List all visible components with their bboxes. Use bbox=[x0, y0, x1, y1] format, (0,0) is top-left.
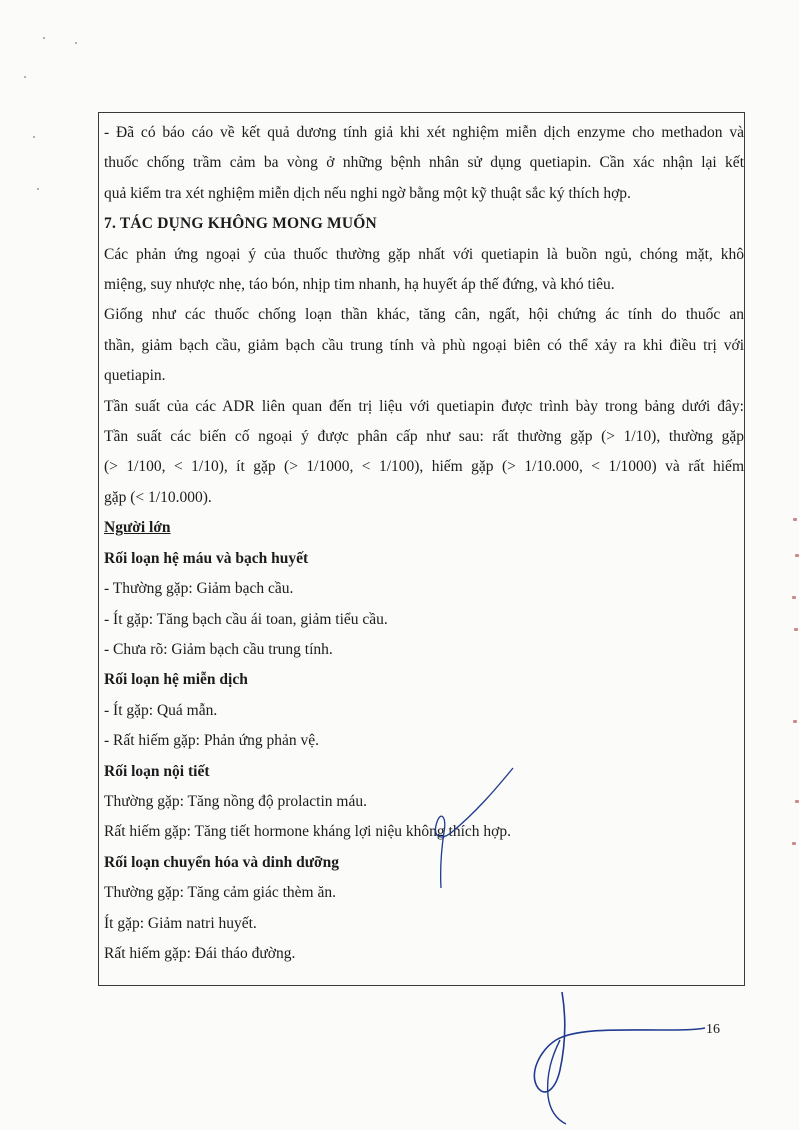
text-line: - Rất hiếm gặp: Phản ứng phản vệ. bbox=[104, 732, 320, 750]
section-heading: Rối loạn chuyển hóa và dinh dưỡng bbox=[104, 853, 339, 871]
document-body bbox=[104, 118, 744, 969]
section-heading: Rối loạn hệ miễn dịch bbox=[104, 671, 248, 689]
scan-edge-mark bbox=[795, 554, 799, 557]
scan-speck bbox=[37, 188, 39, 190]
text-line: gặp (< 1/10.000). bbox=[104, 488, 212, 506]
text-line: - Ít gặp: Tăng bạch cầu ái toan, giảm tiểu cầu. bbox=[104, 610, 388, 628]
scan-speck bbox=[43, 37, 45, 39]
text-line: (> 1/100, < 1/10), ít gặp (> 1/1000, < 1/100), hiếm gặp (> 1/10.000, < 1/1000) và rất hiếm bbox=[104, 458, 744, 476]
scan-edge-mark bbox=[792, 596, 796, 599]
text-line: thuốc chống trầm cảm ba vòng ở những bệnh nhân sử dụng quetiapin. Cần xác nhận lại kết bbox=[104, 154, 744, 172]
text-line: miệng, suy nhược nhẹ, táo bón, nhịp tim nhanh, hạ huyết áp thế đứng, và khó tiêu. bbox=[104, 276, 615, 294]
section-heading: Người lớn bbox=[104, 519, 171, 537]
section-heading: 7. TÁC DỤNG KHÔNG MONG MUỐN bbox=[104, 215, 377, 233]
page-number: 16 bbox=[706, 1022, 720, 1037]
text-line: - Đã có báo cáo về kết quả dương tính giả khi xét nghiệm miễn dịch enzyme cho methadon và bbox=[104, 124, 744, 141]
text-line: Tần suất các biến cố ngoại ý được phân cấp như sau: rất thường gặp (> 1/10), thường gặp bbox=[104, 428, 744, 446]
text-line: thần, giảm bạch cầu, giảm bạch cầu trung tính và phù ngoại biên có thể xảy ra khi điều trị với bbox=[104, 336, 744, 354]
scan-speck bbox=[33, 136, 35, 138]
text-line: - Thường gặp: Giảm bạch cầu. bbox=[104, 580, 294, 598]
text-line: Ít gặp: Giảm natri huyết. bbox=[104, 914, 257, 932]
text-line: Thường gặp: Tăng cảm giác thèm ăn. bbox=[104, 884, 336, 902]
text-line: Tần suất của các ADR liên quan đến trị liệu với quetiapin được trình bày trong bảng dưới đây: bbox=[104, 397, 744, 415]
scan-edge-mark bbox=[793, 720, 797, 723]
text-line: quetiapin. bbox=[104, 367, 166, 385]
text-line: Các phản ứng ngoại ý của thuốc thường gặp nhất với quetiapin là buồn ngủ, chóng mặt, khô bbox=[104, 245, 744, 263]
text-line: - Ít gặp: Quá mẫn. bbox=[104, 701, 218, 719]
section-heading: Rối loạn hệ máu và bạch huyết bbox=[104, 549, 309, 567]
scan-edge-mark bbox=[792, 842, 796, 845]
text-line: Thường gặp: Tăng nồng độ prolactin máu. bbox=[104, 792, 367, 810]
scan-edge-mark bbox=[794, 628, 798, 631]
text-line: Rất hiếm gặp: Đái tháo đường. bbox=[104, 944, 296, 962]
scan-edge-mark bbox=[795, 800, 799, 803]
scan-edge-mark bbox=[793, 518, 797, 521]
text-line: Giống như các thuốc chống loạn thần khác, tăng cân, ngất, hội chứng ác tính do thuốc an bbox=[104, 306, 744, 324]
text-line: - Chưa rõ: Giảm bạch cầu trung tính. bbox=[104, 640, 333, 658]
section-heading: Rối loạn nội tiết bbox=[104, 762, 210, 780]
text-line: quả kiểm tra xét nghiệm miễn dịch nếu nghi ngờ bằng một kỹ thuật sắc ký thích hợp. bbox=[104, 184, 631, 202]
scan-speck bbox=[24, 76, 26, 78]
text-line: Rất hiếm gặp: Tăng tiết hormone kháng lợi niệu không thích hợp. bbox=[104, 823, 511, 841]
scan-speck bbox=[75, 42, 77, 44]
